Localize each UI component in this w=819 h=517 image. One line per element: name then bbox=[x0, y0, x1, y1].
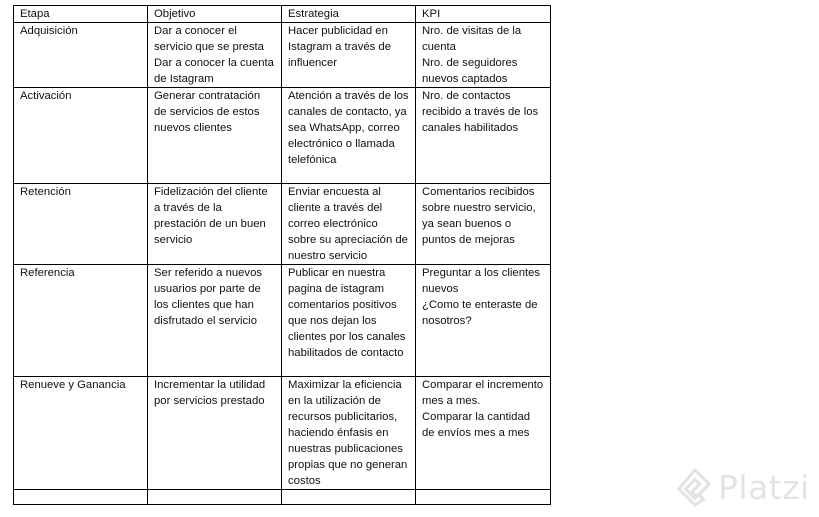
watermark-text: Platzi bbox=[718, 467, 810, 507]
empty-cell bbox=[282, 490, 416, 505]
cell-kpi: Preguntar a los clientes nuevos ¿Como te enteraste de nosotros? bbox=[416, 265, 551, 377]
header-objetivo: Objetivo bbox=[148, 6, 282, 23]
cell-etapa: Renueve y Ganancia bbox=[14, 377, 148, 490]
cell-objetivo: Dar a conocer el servicio que se presta Dar a conocer la cuenta de Istagram bbox=[148, 23, 282, 88]
cell-kpi: Comparar el incremento mes a mes. Comparar la cantidad de envíos mes a mes bbox=[416, 377, 551, 490]
cell-kpi: Nro. de visitas de la cuenta Nro. de seguidores nuevos captados bbox=[416, 23, 551, 88]
cell-etapa: Activación bbox=[14, 88, 148, 184]
table-row bbox=[14, 88, 551, 184]
cell-kpi: Comentarios recibidos sobre nuestro servicio, ya sean buenos o puntos de mejoras bbox=[416, 184, 551, 265]
platzi-logo-icon bbox=[676, 467, 714, 507]
cell-etapa: Referencia bbox=[14, 265, 148, 377]
header-kpi: KPI bbox=[416, 6, 551, 23]
cell-etapa: Retención bbox=[14, 184, 148, 265]
table-row bbox=[14, 184, 551, 265]
table-row bbox=[14, 265, 551, 377]
empty-row bbox=[14, 490, 551, 505]
empty-cell bbox=[416, 490, 551, 505]
header-row bbox=[14, 6, 551, 23]
cell-estrategia: Atención a través de los canales de contacto, ya sea WhatsApp, correo electrónico o llamada telefónica bbox=[282, 88, 416, 184]
cell-objetivo: Ser referido a nuevos usuarios por parte de los clientes que han disfrutado el servicio bbox=[148, 265, 282, 377]
header-estrategia: Estrategia bbox=[282, 6, 416, 23]
cell-etapa: Adquisición bbox=[14, 23, 148, 88]
cell-kpi: Nro. de contactos recibido a través de los canales habilitados bbox=[416, 88, 551, 184]
empty-cell bbox=[14, 490, 148, 505]
empty-cell bbox=[148, 490, 282, 505]
cell-estrategia: Enviar encuesta al cliente a través del correo electrónico sobre su apreciación de nuestro servicio bbox=[282, 184, 416, 265]
funnel-table bbox=[13, 5, 551, 505]
cell-objetivo: Generar contratación de servicios de estos nuevos clientes bbox=[148, 88, 282, 184]
cell-objetivo: Incrementar la utilidad por servicios prestado bbox=[148, 377, 282, 490]
header-etapa: Etapa bbox=[14, 6, 148, 23]
table-row bbox=[14, 23, 551, 88]
cell-estrategia: Hacer publicidad en Istagram a través de influencer bbox=[282, 23, 416, 88]
table-row bbox=[14, 377, 551, 490]
cell-estrategia: Maximizar la eficiencia en la utilización de recursos publicitarios, haciendo énfasis en nuestras publicaciones propias que no generan costos bbox=[282, 377, 416, 490]
cell-objetivo: Fidelización del cliente a través de la prestación de un buen servicio bbox=[148, 184, 282, 265]
platzi-watermark bbox=[676, 462, 816, 512]
cell-estrategia: Publicar en nuestra pagina de istagram comentarios positivos que nos dejan los clientes por los canales habilitados de contacto bbox=[282, 265, 416, 377]
